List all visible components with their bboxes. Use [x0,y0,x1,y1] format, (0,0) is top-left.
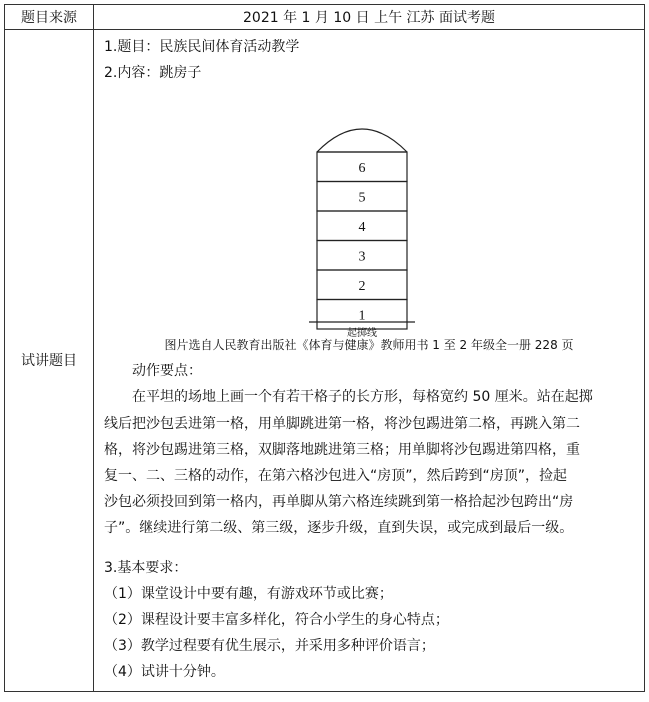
exam-table [4,4,645,692]
row-label: 试讲题目 [5,30,94,692]
box-group [317,152,407,329]
action-title: 动作要点： [132,363,202,379]
hopscotch-box-number: 2 [358,278,366,294]
hopscotch-box-number: 1 [358,308,366,324]
figure-caption: 图片选自人民教育出版社《体育与健康》教师用书 1 至 2 年级全一册 228 页 [164,338,574,352]
hopscotch-box-number: 6 [358,160,366,176]
action-line: 线后把沙包丢进第一格，用单脚跳进第一格，将沙包踢进第二格，再跳入第二 [104,415,580,432]
start-line-label: 起掷线 [347,328,377,339]
content-line: 2.内容：跳房子 [104,65,202,81]
requirement-item: （4）试讲十分钟。 [104,663,225,680]
hopscotch-box-number: 4 [358,219,366,235]
hopscotch-box-number: 5 [358,190,366,206]
action-line: 沙包必须投回到第一格内，再单脚从第六格连续跳到第一格拾起沙包跨出“房 [104,493,574,510]
roof-arc [317,129,407,152]
hopscotch-diagram [104,86,634,339]
requirements-title: 3.基本要求： [104,559,188,576]
header-source-label: 题目来源 [5,5,94,30]
topic-line: 1.题目：民族民间体育活动教学 [104,39,300,55]
header-source-value: 2021 年 1 月 10 日 上午 江苏 面试考题 [94,5,645,30]
content-cell [94,30,645,692]
action-line: 格，将沙包踢进第三格，双脚落地跳进第三格；用单脚将沙包踢进第四格，重 [104,441,580,458]
requirement-item: （2）课程设计要丰富多样化，符合小学生的身心特点； [104,611,449,628]
content-row [5,30,645,692]
requirement-item: （3）教学过程要有优生展示，并采用多种评价语言； [104,637,435,654]
header-row [5,5,645,30]
hopscotch-figure [104,86,634,339]
hopscotch-box-number: 3 [358,249,366,265]
requirement-item: （1）课堂设计中要有趣，有游戏环节或比赛； [104,585,393,602]
action-line: 在平坦的场地上画一个有若干格子的长方形，每格宽约 50 厘米。站在起掷 [132,389,593,405]
action-line: 复一、二、三格的动作，在第六格沙包进入“房顶”，然后跨到“房顶”，捡起 [104,467,568,484]
action-line: 子”。继续进行第二级、第三级，逐步升级，直到失误，或完成到最后一级。 [104,519,574,536]
action-paragraph [104,384,634,541]
